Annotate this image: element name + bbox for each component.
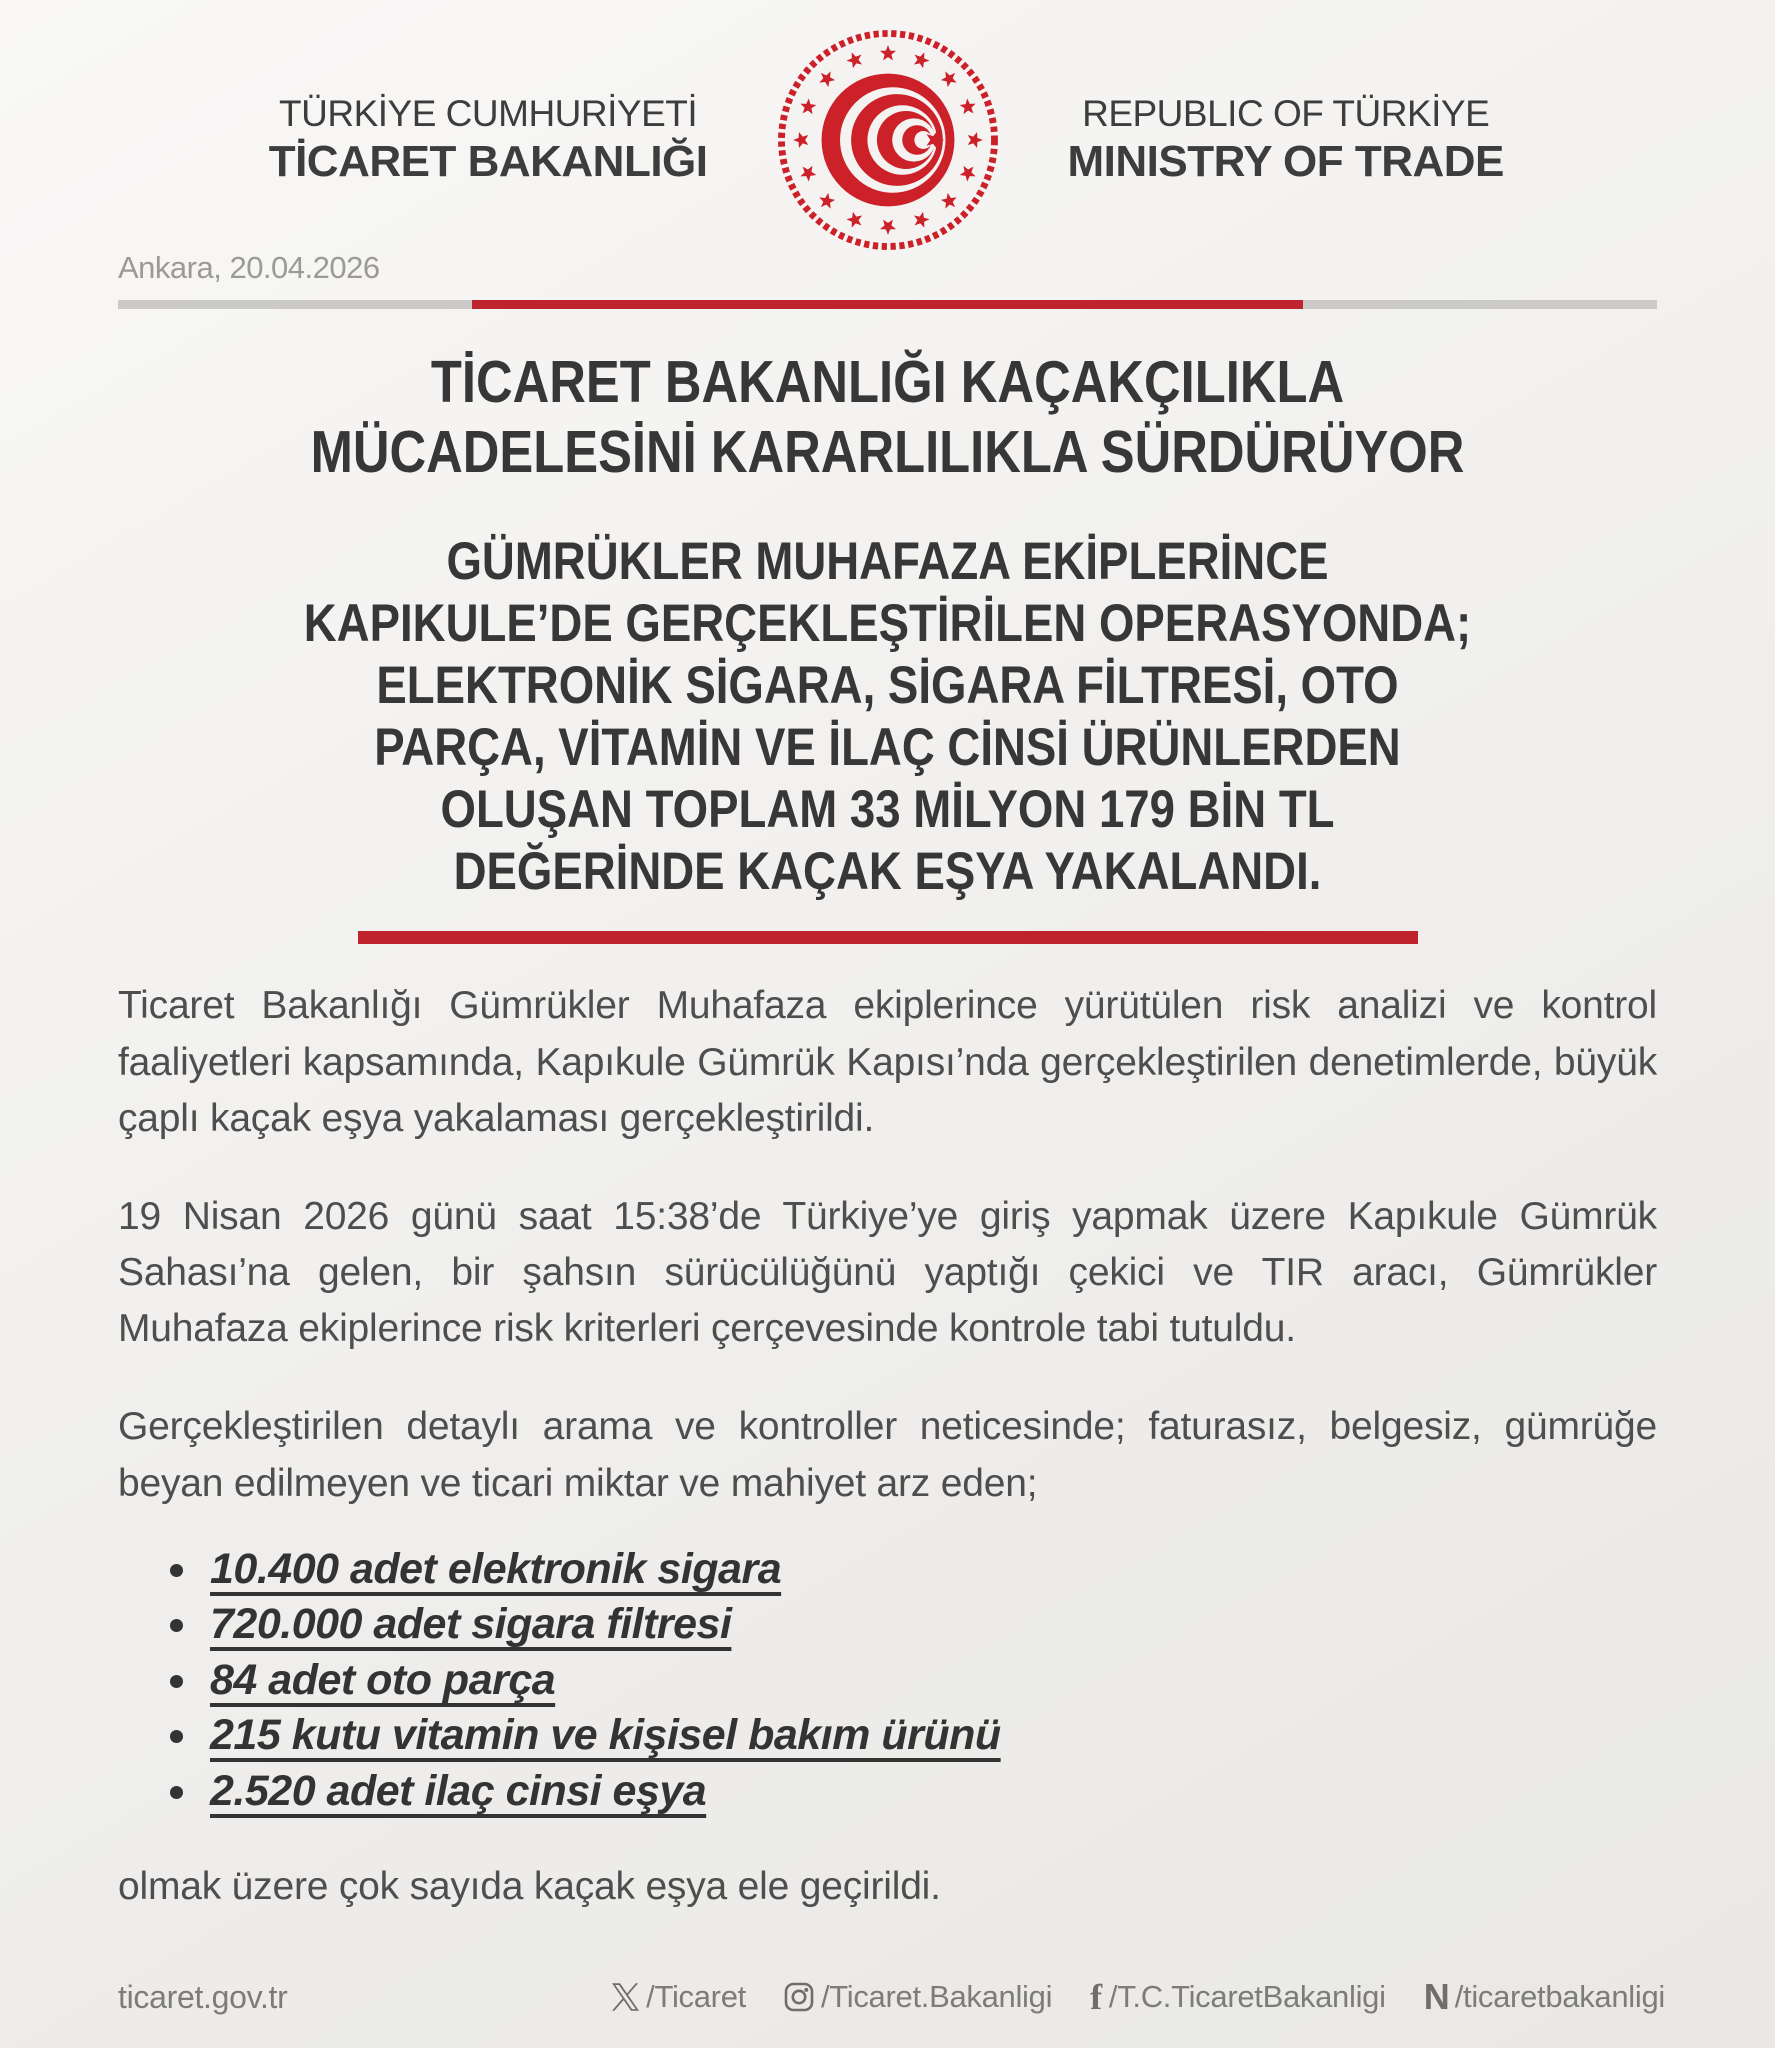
facebook-icon: f <box>1090 1977 1102 2017</box>
social-instagram <box>784 1979 1052 2015</box>
headline-underline <box>358 931 1418 944</box>
social-x <box>612 1979 746 2015</box>
divider-gray-left <box>118 300 472 309</box>
social-handle: /Ticaret <box>646 1979 746 2014</box>
social-handle: /ticaretbakanligi <box>1454 1979 1665 2014</box>
subtitle-line: OLUŞAN TOPLAM 33 MİLYON 179 BİN TL <box>440 780 1335 840</box>
social-handles <box>612 1976 1665 2018</box>
nsosyal-icon: N <box>1423 1976 1448 2017</box>
social-nsosyal <box>1424 1976 1665 2018</box>
header-divider <box>118 300 1657 309</box>
ministry-name-en-line2: MINISTRY OF TRADE <box>1067 137 1504 186</box>
page-title <box>226 347 1550 487</box>
ministry-name-tr-line2: TİCARET BAKANLIĞI <box>268 137 708 186</box>
subtitle-line: GÜMRÜKLER MUHAFAZA EKİPLERİNCE <box>446 532 1329 592</box>
paragraph-risk-analysis: Ticaret Bakanlığı Gümrükler Muhafaza ekiplerince yürütülen risk analizi ve kontrol faaliyetleri kapsamında, Kapıkule Gümrük Kapısı’nda gerçekleştirilen denetimlerde, büyük çaplı kaçak eşya yakalaması gerçekleştirildi. <box>118 984 1657 1140</box>
website-url: ticaret.gov.tr <box>118 1978 288 2015</box>
ministry-name-en-line1: REPUBLIC OF TÜRKİYE <box>1082 93 1490 134</box>
social-facebook <box>1090 1976 1386 2018</box>
seized-items-list <box>202 1542 1657 1819</box>
title-line: MÜCADELESİNİ KARARLILIKLA SÜRDÜRÜYOR <box>310 419 1465 486</box>
page-subtitle <box>226 531 1550 903</box>
title-line: TİCARET BAKANLIĞI KAÇAKÇILIKLA <box>430 349 1345 415</box>
dateline: Ankara, 20.04.2026 <box>118 250 380 285</box>
list-item: • 720.000 adet sigara filtresi <box>202 1597 1657 1652</box>
list-item: • 2.520 adet ilaç cinsi eşya <box>202 1764 1657 1819</box>
ministry-name-turkish <box>269 93 708 187</box>
social-handle: /Ticaret.Bakanligi <box>820 1979 1053 2014</box>
header <box>118 0 1657 256</box>
ministry-name-tr-line1: TÜRKİYE CUMHURİYETİ <box>279 93 698 134</box>
x-icon <box>612 1983 639 2011</box>
divider-red-center <box>472 300 1303 309</box>
ministry-emblem-icon <box>772 24 1004 256</box>
list-item: • 215 kutu vitamin ve kişisel bakım ürünü <box>202 1708 1657 1763</box>
subtitle-line: DEĞERİNDE KAÇAK EŞYA YAKALANDI. <box>453 842 1322 902</box>
subtitle-line: PARÇA, VİTAMİN VE İLAÇ CİNSİ ÜRÜNLERDEN <box>374 718 1401 778</box>
footer <box>118 1976 1665 2018</box>
ministry-name-english <box>1068 93 1504 187</box>
headline <box>226 347 1550 903</box>
subtitle-line: ELEKTRONİK SİGARA, SİGARA FİLTRESİ, OTO <box>376 656 1399 716</box>
instagram-icon <box>784 1982 814 2012</box>
paragraph-vehicle-control: 19 Nisan 2026 günü saat 15:38’de Türkiye’ye giriş yapmak üzere Kapıkule Gümrük Sahası’na gelen, bir şahsın sürücülüğünü yaptığı çekici ve TIR aracı, Gümrükler Muhafaza ekiplerince risk kriterleri çerçevesinde kontrole tabi tutuldu. <box>118 1194 1657 1351</box>
list-item: • 10.400 adet elektronik sigara <box>202 1542 1657 1597</box>
paragraph-search-result: Gerçekleştirilen detaylı arama ve kontroller neticesinde; faturasız, belgesiz, gümrüğe beyan edilmeyen ve ticari miktar ve mahiyet arz eden; <box>118 1405 1657 1505</box>
divider-gray-right <box>1303 300 1657 309</box>
social-handle: /T.C.TicaretBakanligi <box>1108 1979 1386 2014</box>
paragraph-closing: olmak üzere çok sayıda kaçak eşya ele geçirildi. <box>118 1865 941 1908</box>
list-item: • 84 adet oto parça <box>202 1653 1657 1708</box>
subtitle-line: KAPIKULE’DE GERÇEKLEŞTİRİLEN OPERASYONDA; <box>303 594 1472 654</box>
